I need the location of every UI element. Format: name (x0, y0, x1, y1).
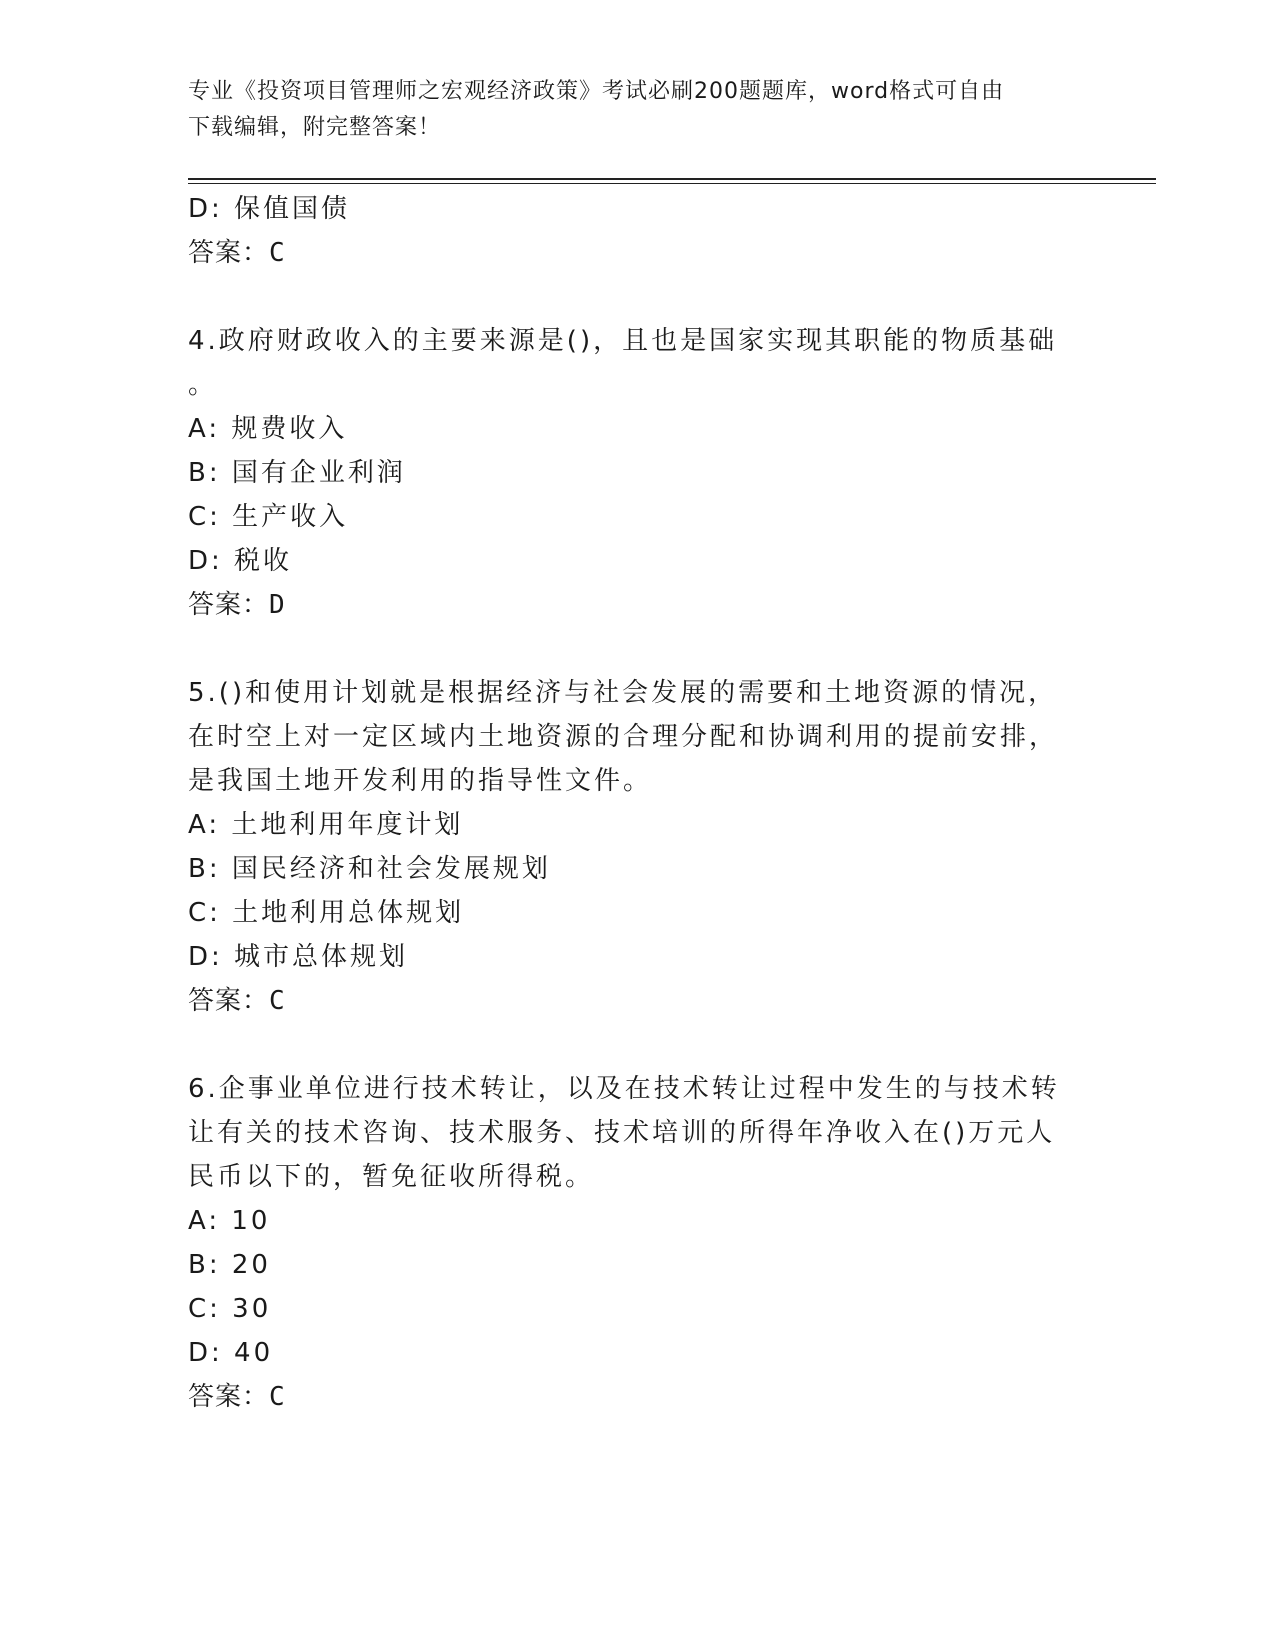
question-stem-line: 民币以下的，暂免征收所得税。 (188, 1162, 595, 1192)
answer-label: 答案： (188, 238, 270, 268)
answer-value: C (269, 1382, 286, 1412)
header-divider-thin (188, 183, 1156, 184)
question-stem-line: 6.企事业单位进行技术转让，以及在技术转让过程中发生的与技术转 (188, 1074, 1060, 1104)
answer-value: C (269, 238, 286, 268)
option-a: A: 规费收入 (188, 414, 348, 444)
answer-label: 答案： (188, 986, 270, 1016)
question-stem-line: 让有关的技术咨询、技术服务、技术培训的所得年净收入在()万元人 (188, 1118, 1056, 1148)
option-b: B: 国民经济和社会发展规划 (188, 854, 551, 884)
option-b: B: 20 (188, 1250, 271, 1280)
option-c: C: 生产收入 (188, 502, 349, 532)
header-line-2: 下载编辑，附完整答案！ (188, 115, 442, 140)
option-d: D: 城市总体规划 (188, 942, 409, 972)
question-stem-line: 是我国土地开发利用的指导性文件。 (188, 766, 653, 796)
question-stem-line: 在时空上对一定区域内土地资源的合理分配和协调利用的提前安排， (188, 722, 1059, 752)
answer (188, 582, 286, 628)
document-header (188, 74, 1068, 146)
option-a: A: 10 (188, 1206, 271, 1236)
answer (188, 1374, 286, 1420)
option-d: D: 40 (188, 1338, 274, 1368)
answer-value: C (269, 986, 286, 1016)
question-stem-line: 5.()和使用计划就是根据经济与社会发展的需要和土地资源的情况， (188, 678, 1058, 708)
option-d: D: 税收 (188, 546, 293, 576)
header-divider-thick (188, 178, 1156, 180)
answer-label: 答案： (188, 1382, 270, 1412)
option-c: C: 30 (188, 1294, 272, 1324)
question-stem-line: 。 (188, 370, 218, 400)
option-c: C: 土地利用总体规划 (188, 898, 465, 928)
prev-option-d: D: 保值国债 (188, 194, 351, 224)
option-b: B: 国有企业利润 (188, 458, 406, 488)
question-stem-line: 4.政府财政收入的主要来源是()，且也是国家实现其职能的物质基础 (188, 326, 1058, 356)
prev-answer (188, 230, 286, 276)
option-a: A: 土地利用年度计划 (188, 810, 464, 840)
answer-label: 答案： (188, 590, 270, 620)
answer-value: D (269, 590, 286, 620)
header-line-1: 专业《投资项目管理师之宏观经济政策》考试必刷200题题库，word格式可自由 (188, 79, 1005, 104)
answer (188, 978, 286, 1024)
